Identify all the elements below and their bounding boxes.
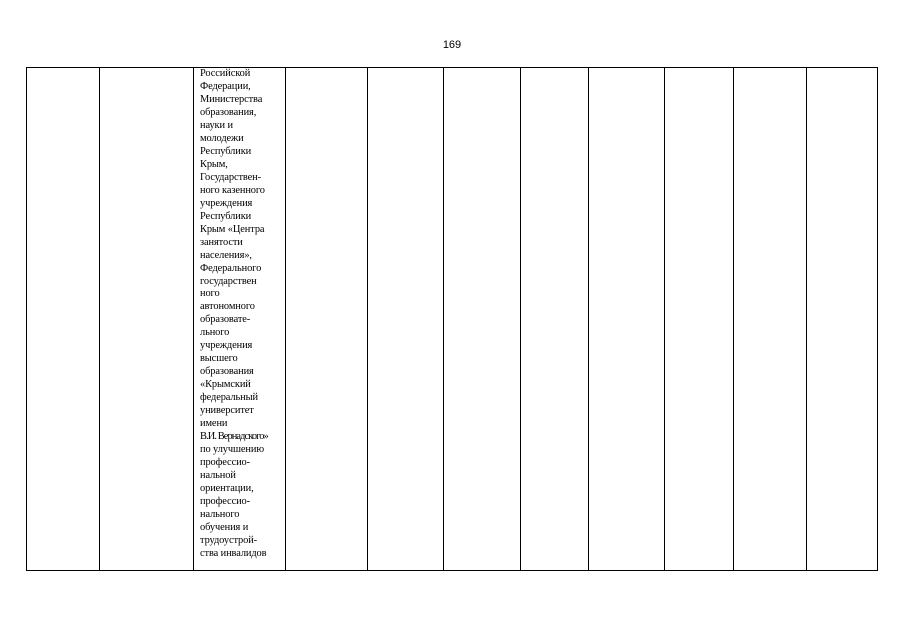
cell-text-line: по улучшению: [200, 444, 264, 456]
column-divider: [443, 68, 444, 570]
cell-text-line: федеральный: [200, 392, 258, 404]
cell-text-line: университет: [200, 405, 254, 417]
cell-text-line: занятости: [200, 236, 243, 248]
page-number: 169: [442, 39, 462, 51]
cell-text-line: профессио-: [200, 495, 250, 507]
cell-text-line: Государствен-: [200, 171, 261, 183]
cell-text-line: В.И. Вернадского»: [200, 431, 268, 443]
cell-text-line: Республики: [200, 210, 252, 222]
cell-text-line: Крым,: [200, 158, 228, 170]
table-cell-purpose: [200, 68, 292, 561]
cell-text-line: профессио-: [200, 457, 250, 469]
cell-text-line: Республики: [200, 145, 252, 157]
cell-text-line: высшего: [200, 353, 238, 365]
column-divider: [664, 68, 665, 570]
cell-text-line: образовате-: [200, 314, 251, 326]
cell-text-line: населения»,: [200, 249, 252, 261]
cell-text-line: учреждения: [200, 340, 253, 352]
cell-text-line: науки и: [200, 119, 233, 131]
cell-text-line: образования,: [200, 106, 257, 118]
cell-text-line: учреждения: [200, 197, 253, 209]
column-divider: [285, 68, 286, 570]
cell-text-line: Министерства: [200, 93, 263, 105]
cell-text-line: ориентации,: [200, 483, 254, 494]
cell-text-line: ства инвалидов: [200, 547, 267, 559]
column-divider: [588, 68, 589, 570]
cell-text-line: образования: [200, 366, 254, 378]
column-divider: [806, 68, 807, 570]
cell-text-line: имени: [200, 418, 228, 430]
column-divider: [367, 68, 368, 570]
cell-text-line: Федерации,: [200, 80, 251, 92]
cell-text-line: государствен: [200, 275, 257, 287]
cell-text-line: обучения и: [200, 521, 249, 533]
table-cell-col-1: [27, 68, 99, 570]
cell-text-line: молодежи: [200, 132, 244, 144]
table: [26, 67, 878, 571]
cell-text-line: льного: [200, 327, 230, 339]
cell-text-line: автономного: [200, 301, 255, 313]
column-divider: [733, 68, 734, 570]
column-divider: [520, 68, 521, 570]
table-cell-col-2: [100, 68, 193, 570]
cell-text-line: Федерального: [200, 262, 262, 274]
cell-text-line: трудоустрой-: [200, 534, 258, 546]
column-divider: [193, 68, 194, 570]
cell-text-line: ного: [200, 288, 220, 300]
cell-text-line: ного казенного: [200, 184, 265, 196]
cell-text-line: Крым «Центра: [200, 223, 265, 235]
cell-text-line: Российской: [200, 68, 251, 79]
cell-text-line: нальной: [200, 470, 236, 482]
cell-text-line: нального: [200, 508, 240, 520]
cell-text-line: «Крымский: [200, 379, 251, 391]
